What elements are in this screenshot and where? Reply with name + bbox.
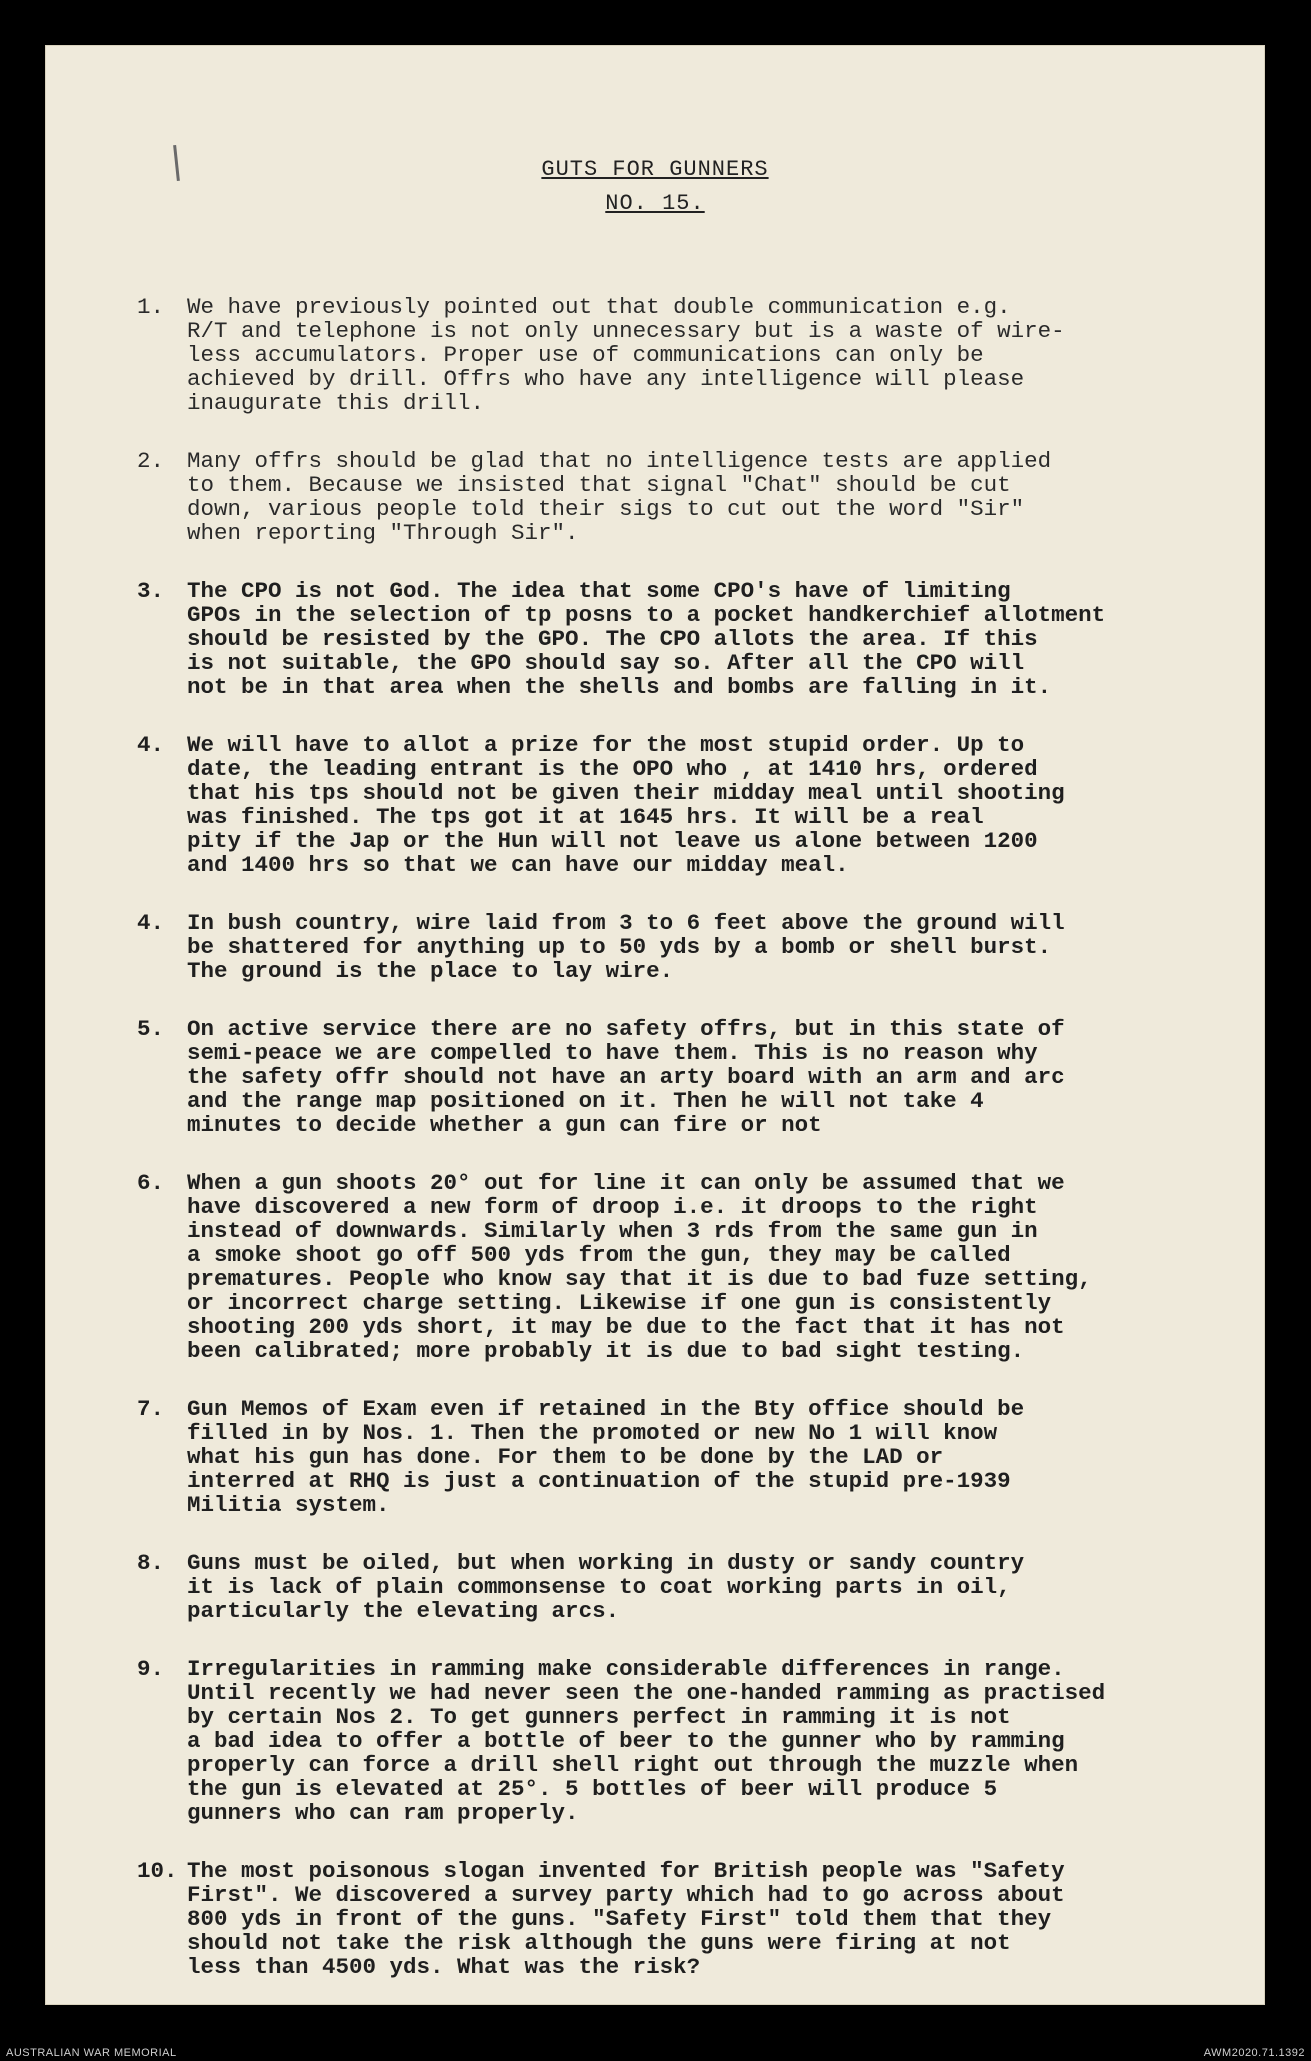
item-number: 3. <box>137 578 165 604</box>
item-text: We have previously pointed out that double communication e.g. R/T and telephone is not only unnecessary but is a waste of wire- less accumulators. Proper use of communications can only be achieved by drill. Offrs who have any intelligence will please inaugurate this drill. <box>187 294 1065 416</box>
list-item <box>137 1017 1217 1137</box>
list-item <box>137 295 1217 415</box>
item-text: On active service there are no safety offrs, but in this state of semi-peace we are compelled to have them. This is no reason why the safety offr should not have an arty board with an arm and arc and the range map positioned on it. Then he will not take 4 minutes to decide whether a gun can fire or not <box>187 1016 1065 1138</box>
footer-credit: AUSTRALIAN WAR MEMORIAL <box>6 2047 177 2059</box>
list-item <box>137 1657 1217 1825</box>
item-number: 4. <box>137 910 165 936</box>
list-item <box>137 733 1217 877</box>
item-text: We will have to allot a prize for the most stupid order. Up to date, the leading entrant is the OPO who , at 1410 hrs, ordered that his tps should not be given their midday meal until shooting was finished. The tps got it at 1645 hrs. It will be a real pity if the Jap or the Hun will not leave us alone between 1200 and 1400 hrs so that we can have our midday meal. <box>187 732 1065 878</box>
item-text: Guns must be oiled, but when working in dusty or sandy country it is lack of plain commonsense to coat working parts in oil, particularly the elevating arcs. <box>187 1550 1025 1624</box>
item-number: 7. <box>137 1396 165 1422</box>
item-number: 8. <box>137 1550 165 1576</box>
document-subtitle: NO. 15. <box>605 191 705 216</box>
document-page <box>45 45 1265 2005</box>
document-title: GUTS FOR GUNNERS <box>541 157 769 182</box>
item-number: 4. <box>137 732 165 758</box>
list-item <box>137 1397 1217 1517</box>
item-text: Irregularities in ramming make considerable differences in range. Until recently we had never seen the one-handed ramming as practised by certain Nos 2. To get gunners perfect in ramming it is not a bad idea to offer a bottle of beer to the gunner who by ramming properly can force a drill shell right out through the muzzle when the gun is elevated at 25°. 5 bottles of beer will produce 5 gunners who can ram properly. <box>187 1656 1106 1826</box>
item-text: Many offrs should be glad that no intelligence tests are applied to them. Because we insisted that signal "Chat" should be cut down, various people told their sigs to cut out the word "Sir" when reporting "Through Sir". <box>187 448 1052 546</box>
item-number: 1. <box>137 294 165 320</box>
list-item <box>137 1551 1217 1623</box>
item-text: Gun Memos of Exam even if retained in the Bty office should be filled in by Nos. 1. Then the promoted or new No 1 will know what his gun has done. For them to be done by the LAD or interred at RHQ is just a continuation of the stupid pre-1939 Militia system. <box>187 1396 1025 1518</box>
item-number: 10. <box>137 1858 178 1884</box>
list-item <box>137 911 1217 983</box>
item-number: 6. <box>137 1170 165 1196</box>
item-number: 9. <box>137 1656 165 1682</box>
footer-accession-number: AWM2020.71.1392 <box>1203 2047 1305 2059</box>
item-text: The CPO is not God. The idea that some CPO's have of limiting GPOs in the selection of tp posns to a pocket handkerchief allotment should be resisted by the GPO. The CPO allots the area. If this is not suitable, the GPO should say so. After all the CPO will not be in that area when the shells and bombs are falling in it. <box>187 578 1106 700</box>
list-item <box>137 449 1217 545</box>
list-item <box>137 579 1217 699</box>
list-item <box>137 1171 1217 1363</box>
item-number: 5. <box>137 1016 165 1042</box>
item-list <box>137 295 1217 2013</box>
list-item <box>137 1859 1217 1979</box>
item-number: 2. <box>137 448 165 474</box>
item-text: When a gun shoots 20° out for line it can only be assumed that we have discovered a new form of droop i.e. it droops to the right instead of downwards. Similarly when 3 rds from the same gun in a smoke shoot go off 500 yds from the gun, they may be called prematures. People who know say that it is due to bad fuze setting, or incorrect charge setting. Likewise if one gun is consistently shooting 200 yds short, it may be due to the fact that it has not been calibrated; more probably it is due to bad sight testing. <box>187 1170 1092 1364</box>
item-text: In bush country, wire laid from 3 to 6 feet above the ground will be shattered for anything up to 50 yds by a bomb or shell burst. The ground is the place to lay wire. <box>187 910 1065 984</box>
item-text: The most poisonous slogan invented for British people was "Safety First". We discovered a survey party which had to go across about 800 yds in front of the guns. "Safety First" told them that they should not take the risk although the guns were firing at not less than 4500 yds. What was the risk? <box>187 1858 1065 1980</box>
